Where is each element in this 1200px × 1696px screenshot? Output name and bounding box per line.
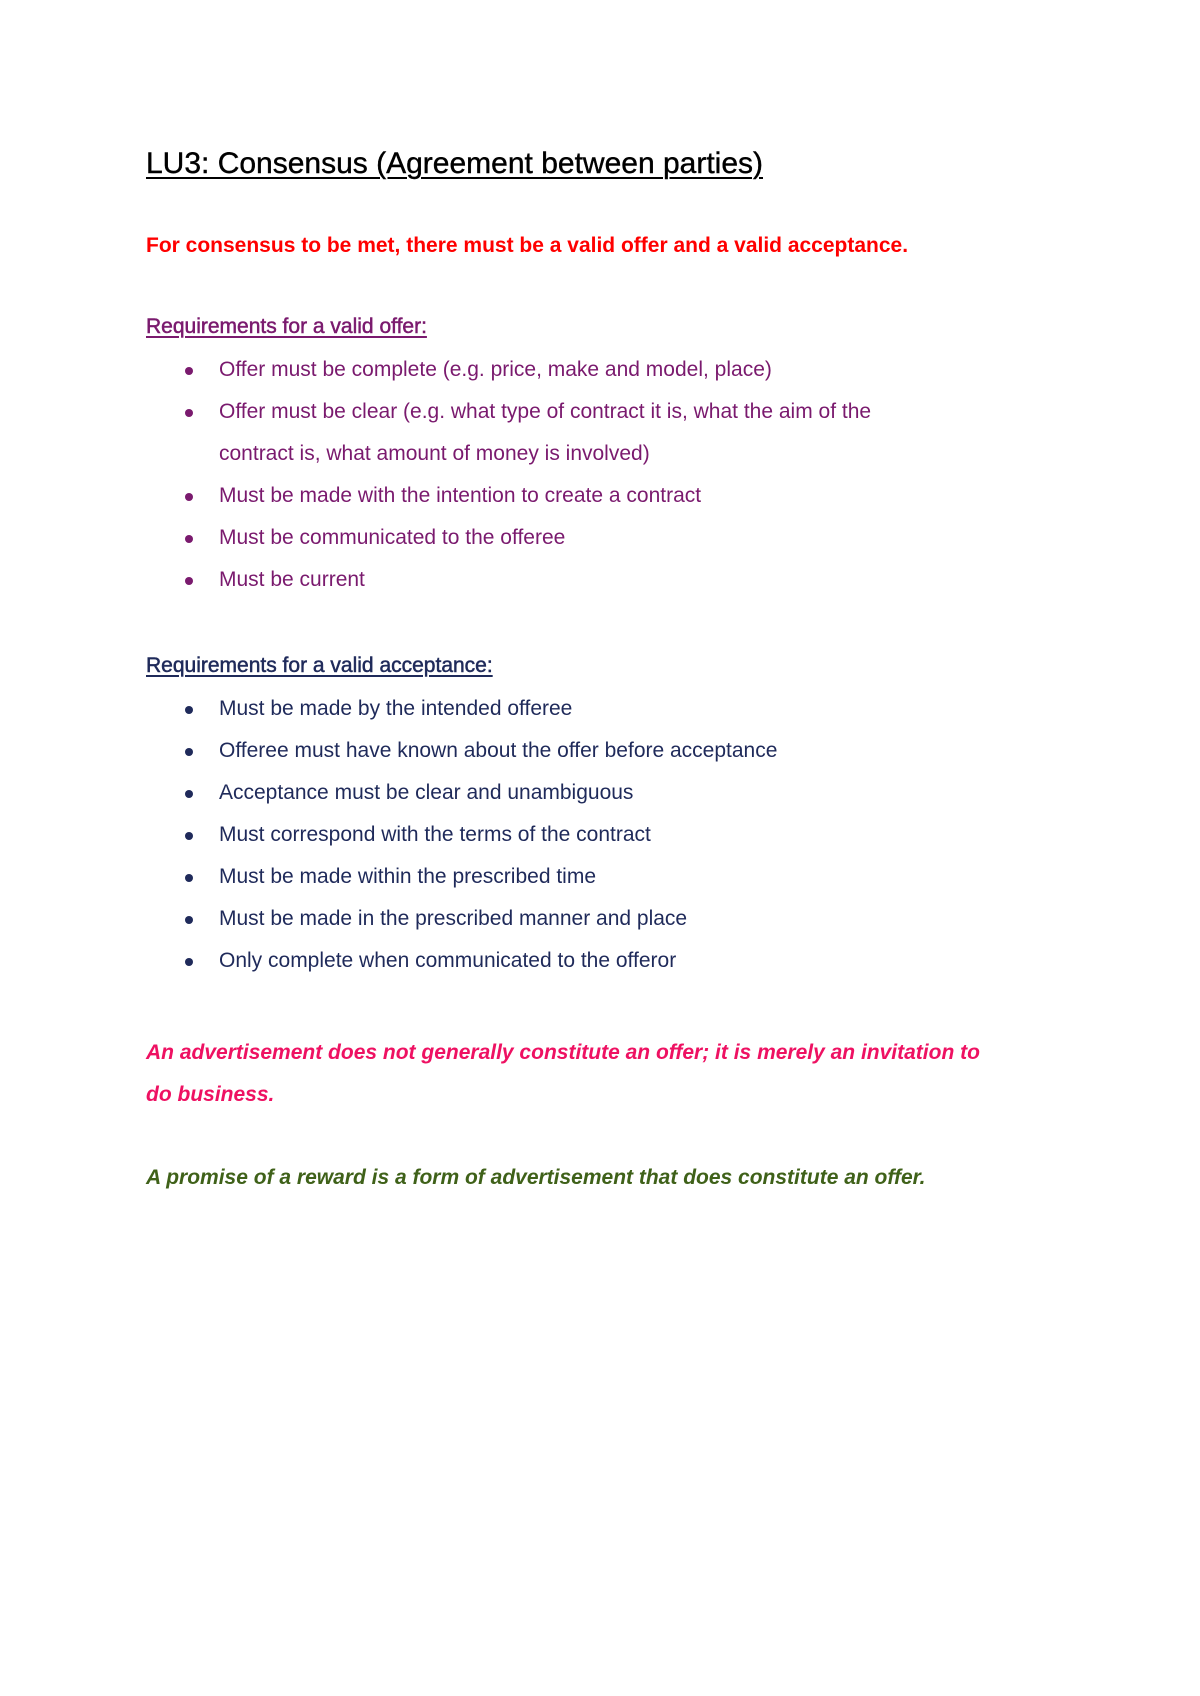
bullet-icon	[185, 493, 193, 501]
list-item	[146, 688, 1086, 730]
list-item-text: Offer must be complete (e.g. price, make and model, place)	[219, 358, 772, 381]
list-item	[146, 940, 1086, 982]
list-item-text: Must be made in the prescribed manner and place	[219, 907, 688, 930]
list-item	[146, 856, 1086, 898]
acceptance-requirements-list	[146, 688, 1086, 982]
bullet-icon	[185, 409, 193, 417]
list-item	[146, 898, 1086, 940]
list-item-text: Must be made by the intended offeree	[219, 697, 573, 720]
list-item	[146, 772, 1086, 814]
acceptance-section	[146, 651, 1086, 982]
list-item-text: Must be current	[219, 568, 365, 591]
list-item	[146, 475, 1086, 517]
bullet-icon	[185, 535, 193, 543]
bullet-icon	[185, 958, 193, 966]
acceptance-section-heading: Requirements for a valid acceptance:	[146, 654, 493, 677]
list-item-text: Must correspond with the terms of the contract	[219, 823, 651, 846]
intro-statement: For consensus to be met, there must be a valid offer and a valid acceptance.	[146, 234, 909, 257]
document-body	[146, 142, 1086, 1199]
bullet-icon	[185, 916, 193, 924]
list-item-text: Offeree must have known about the offer before acceptance	[219, 739, 778, 762]
bullet-icon	[185, 367, 193, 375]
list-item-text: Must be made within the prescribed time	[219, 865, 597, 888]
list-item-text: Acceptance must be clear and unambiguous	[219, 781, 634, 804]
advertisement-note: An advertisement does not generally constitute an offer; it is merely an invitation to do business.	[146, 1041, 980, 1106]
bullet-icon	[185, 706, 193, 714]
list-item	[146, 349, 1086, 391]
list-item	[146, 391, 1086, 475]
list-item-text: Must be made with the intention to create a contract	[219, 484, 702, 507]
bullet-icon	[185, 748, 193, 756]
list-item	[146, 814, 1086, 856]
offer-requirements-list	[146, 349, 1086, 601]
page-title: LU3: Consensus (Agreement between parties)	[146, 147, 763, 180]
list-item-text: Only complete when communicated to the offeror	[219, 949, 677, 972]
list-item	[146, 730, 1086, 772]
bullet-icon	[185, 832, 193, 840]
list-item	[146, 559, 1086, 601]
bullet-icon	[185, 790, 193, 798]
list-item	[146, 517, 1086, 559]
reward-note: A promise of a reward is a form of advertisement that does constitute an offer.	[146, 1166, 926, 1189]
offer-section-heading: Requirements for a valid offer:	[146, 315, 427, 338]
list-item-text: Must be communicated to the offeree	[219, 526, 566, 549]
bullet-icon	[185, 577, 193, 585]
list-item-text: Offer must be clear (e.g. what type of contract it is, what the aim of the contract is, what amount of money is involved)	[219, 400, 872, 465]
offer-section	[146, 312, 1086, 601]
bullet-icon	[185, 874, 193, 882]
